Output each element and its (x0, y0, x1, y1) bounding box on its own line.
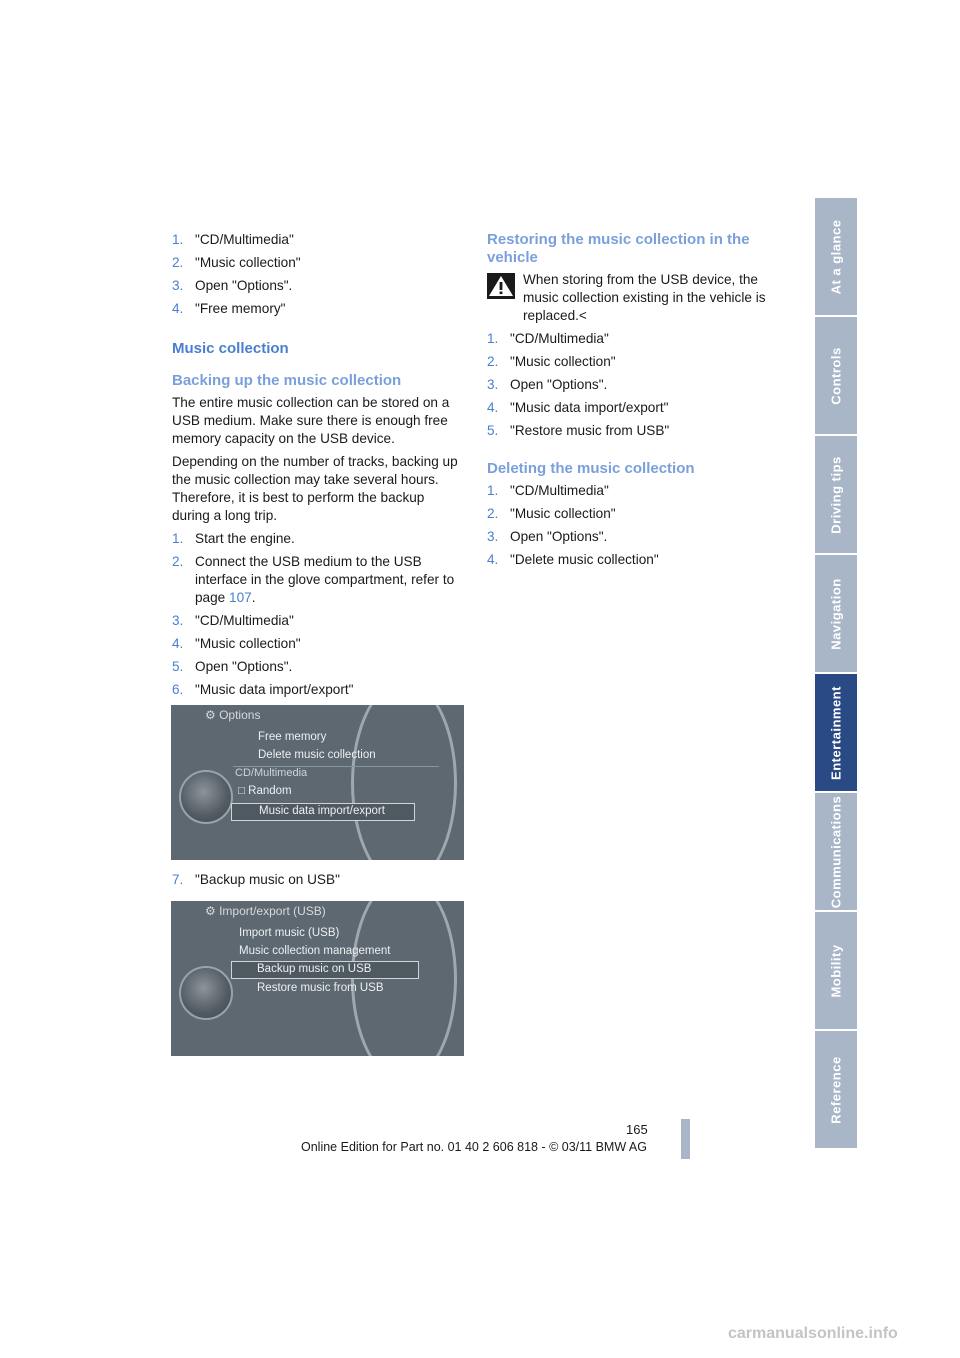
menu-item: Free memory (258, 731, 327, 743)
warning-note: When storing from the USB device, the music collection existing in the vehicle is replaced.< (487, 271, 777, 325)
idrive-screen-options (171, 705, 464, 860)
intro-steps (172, 231, 464, 318)
list-item: 1. "CD/Multimedia" (487, 331, 609, 346)
list-item: 5. Open "Options". (172, 659, 293, 674)
menu-header: ⚙ Options (205, 708, 261, 722)
screen-arc (351, 705, 457, 860)
list-item: 3. Open "Options". (487, 529, 608, 544)
checkbox-icon: □ (238, 785, 249, 797)
list-item: 3. "CD/Multimedia" (172, 613, 294, 628)
list-item: 1. "CD/Multimedia" (487, 483, 609, 498)
list-item: 7. "Backup music on USB" (172, 872, 340, 887)
backup-steps (172, 530, 464, 699)
list-item: 3. Open "Options". (487, 377, 608, 392)
controller-knob-icon (179, 966, 233, 1020)
list-item: 2. "Music collection" (487, 354, 616, 369)
menu-item: Import music (USB) (239, 927, 340, 939)
list-item: 4. "Music collection" (172, 636, 301, 651)
step7-block (172, 871, 464, 895)
list-item: 1. Start the engine. (172, 531, 295, 546)
list-item: 4. "Delete music collection" (487, 552, 659, 567)
footer-bar (681, 1119, 690, 1159)
watermark: carmanualsonline.info (728, 1325, 898, 1342)
tab-navigation[interactable]: Navigation (815, 555, 857, 674)
list-item: 4. "Free memory" (172, 301, 286, 316)
menu-item: Music collection management (239, 945, 391, 957)
page-link[interactable]: 107 (229, 590, 252, 605)
tab-communications[interactable]: Communications (815, 793, 857, 912)
idrive-screen-import-export (171, 901, 464, 1056)
list-item: 2. Connect the USB medium to the USB interface in the glove compartment, refer to page 107. (172, 554, 455, 605)
side-tab-bar (815, 198, 857, 1150)
list-item: 2. "Music collection" (172, 255, 301, 270)
section-title: Music collection (172, 340, 289, 357)
right-column (487, 231, 777, 575)
left-column (172, 231, 464, 705)
restore-title: Restoring the music collection in the vehicle (487, 231, 750, 266)
delete-steps (487, 482, 777, 569)
list-item: 2. "Music collection" (487, 506, 616, 521)
list-item: 3. Open "Options". (172, 278, 293, 293)
list-item: 6. "Music data import/export" (172, 682, 354, 697)
list-item: 4. "Music data import/export" (487, 400, 669, 415)
tab-mobility[interactable]: Mobility (815, 912, 857, 1031)
menu-item: Delete music collection (258, 749, 376, 761)
backup-title: Backing up the music collection (172, 372, 402, 389)
menu-item-selected: Music data import/export (259, 805, 385, 817)
menu-section: CD/Multimedia (235, 767, 308, 779)
menu-item-random: □ Random (238, 785, 292, 797)
delete-title: Deleting the music collection (487, 460, 695, 477)
tab-controls[interactable]: Controls (815, 317, 857, 436)
menu-header: ⚙ Import/export (USB) (205, 904, 326, 918)
list-item: 1. "CD/Multimedia" (172, 232, 294, 247)
paragraph: The entire music collection can be stored on a USB medium. Make sure there is enough free memory capacity on the USB device. (172, 395, 450, 446)
paragraph: Depending on the number of tracks, backing up the music collection may take several hours. Therefore, it is best to perform the backup during a long trip. (172, 454, 458, 523)
restore-steps (487, 330, 777, 440)
settings-icon: ⚙ (205, 904, 220, 918)
controller-knob-icon (179, 770, 233, 824)
menu-item-selected: Backup music on USB (257, 963, 372, 975)
tab-driving-tips[interactable]: Driving tips (815, 436, 857, 555)
tab-entertainment[interactable]: Entertainment (815, 674, 857, 793)
list-item: 5. "Restore music from USB" (487, 423, 670, 438)
warning-icon (487, 273, 515, 299)
tab-reference[interactable]: Reference (815, 1031, 857, 1150)
menu-item: Restore music from USB (257, 982, 384, 994)
settings-icon: ⚙ (205, 708, 220, 722)
tab-at-a-glance[interactable]: At a glance (815, 198, 857, 317)
page-number: 165 (626, 1122, 648, 1137)
footer-text: Online Edition for Part no. 01 40 2 606 818 - © 03/11 BMW AG (301, 1140, 647, 1154)
